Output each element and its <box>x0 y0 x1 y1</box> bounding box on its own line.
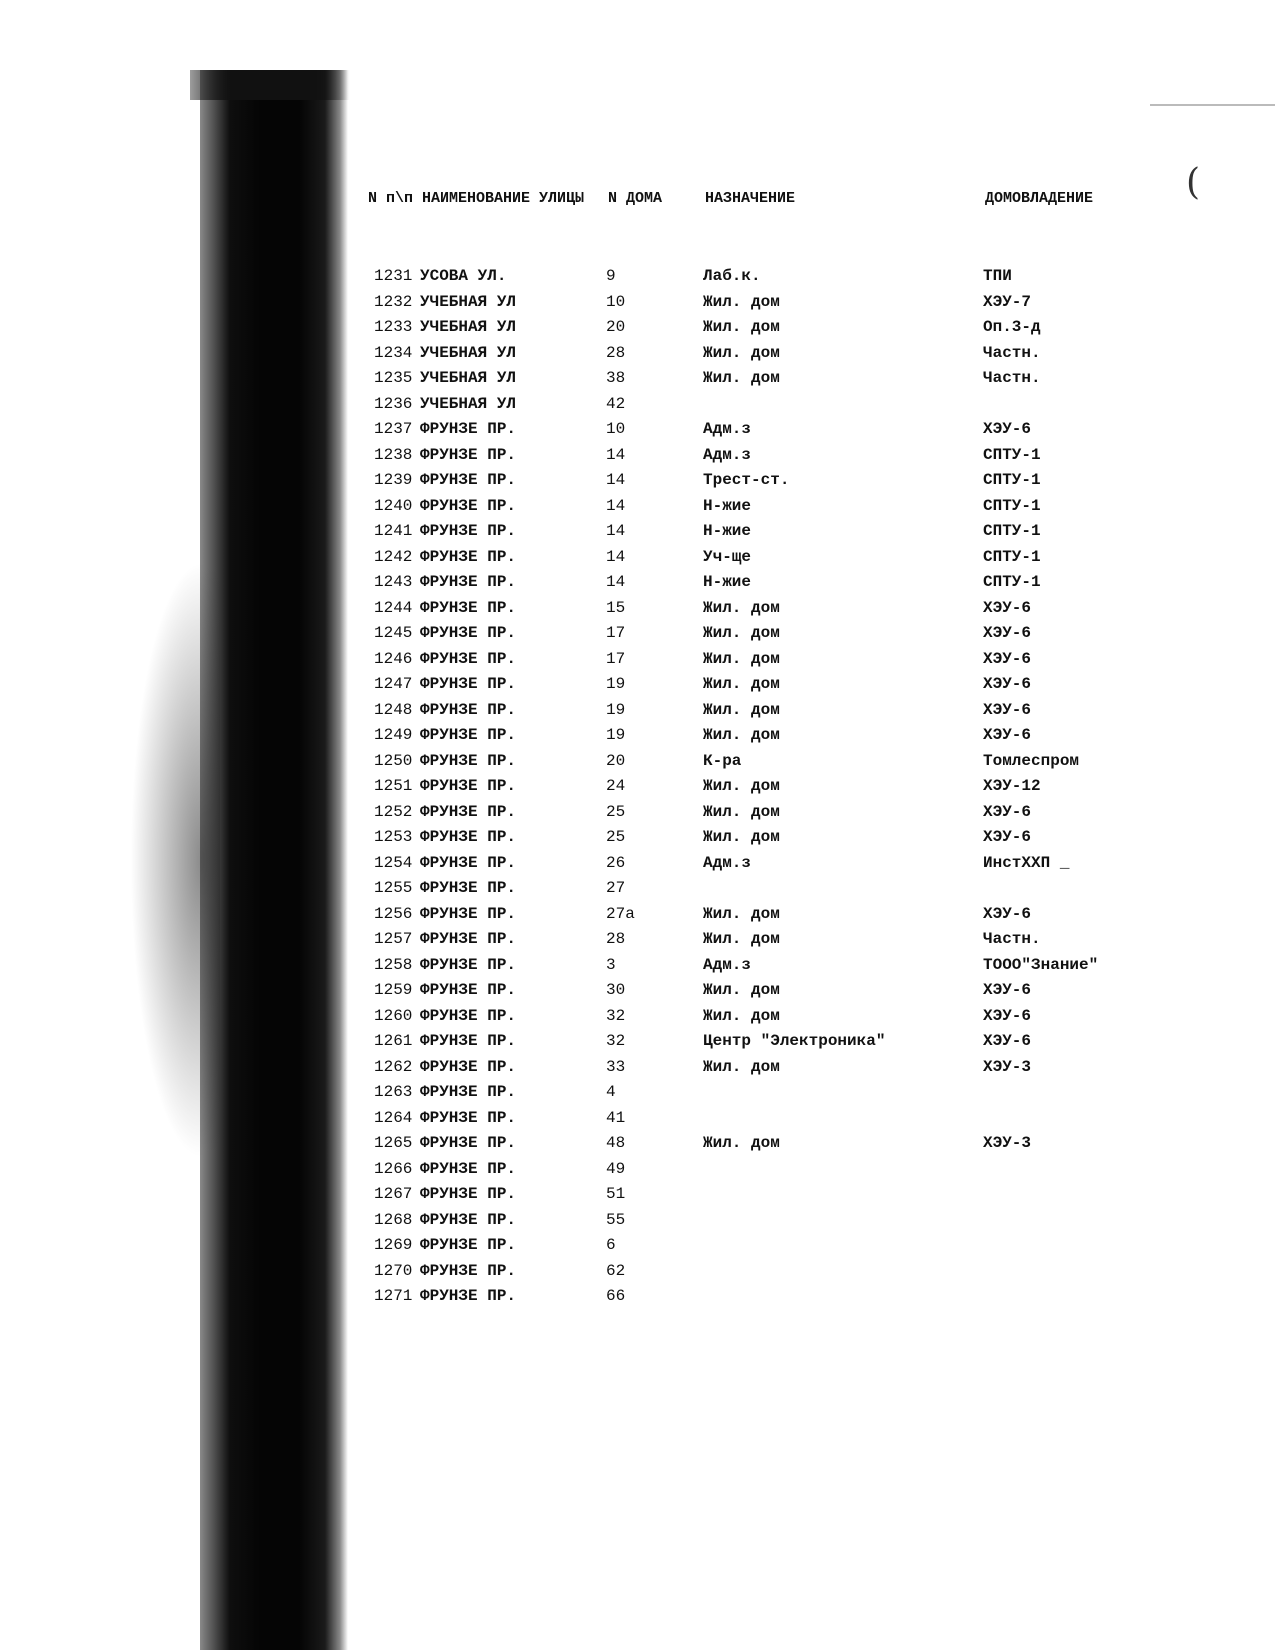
table-row <box>0 392 1275 418</box>
cell-num: 1254 <box>374 853 413 872</box>
cell-purpose: Жил. дом <box>703 1057 780 1076</box>
cell-purpose: Жил. дом <box>703 828 780 846</box>
table-row <box>0 1004 1275 1030</box>
cell-owner: Частн. <box>983 369 1041 387</box>
table-row <box>0 341 1275 367</box>
cell-street: ФРУНЗЕ ПР. <box>420 1210 517 1229</box>
cell-street: ФРУНЗЕ ПР. <box>420 726 517 744</box>
table-row <box>0 774 1275 800</box>
header-house: N ДОМА <box>608 190 663 207</box>
cell-street: УЧЕБНАЯ УЛ <box>420 369 517 387</box>
cell-owner: ХЭУ-6 <box>983 1006 1032 1025</box>
cell-purpose: Жил. дом <box>703 624 780 642</box>
cell-purpose: К-ра <box>703 751 742 770</box>
table-row <box>0 723 1275 749</box>
cell-num: 1264 <box>374 1108 413 1127</box>
cell-owner: СПТУ-1 <box>983 445 1041 464</box>
table-row <box>0 1106 1275 1132</box>
cell-house: 10 <box>606 292 626 311</box>
table-row <box>0 1182 1275 1208</box>
cell-house: 41 <box>606 1108 626 1127</box>
cell-purpose: Жил. дом <box>703 369 780 387</box>
cell-owner: ХЭУ-6 <box>983 1032 1032 1050</box>
cell-num: 1245 <box>374 624 413 642</box>
cell-num: 1267 <box>374 1185 413 1203</box>
header-num: N п\п <box>368 190 414 207</box>
cell-house: 32 <box>606 1006 626 1025</box>
cell-purpose: Жил. дом <box>703 726 780 744</box>
cell-house: 20 <box>606 318 626 336</box>
table-row <box>0 1055 1275 1081</box>
table-row <box>0 978 1275 1004</box>
cell-num: 1260 <box>374 1006 413 1025</box>
cell-purpose: Жил. дом <box>703 343 780 362</box>
cell-purpose: Лаб.к. <box>703 267 761 285</box>
cell-street: ФРУНЗЕ ПР. <box>420 930 517 948</box>
cell-num: 1234 <box>374 343 413 362</box>
cell-owner: Частн. <box>983 343 1041 362</box>
cell-purpose: Центр "Электроника" <box>703 1032 886 1050</box>
cell-owner: ХЭУ-6 <box>983 420 1032 438</box>
table-row <box>0 290 1275 316</box>
cell-owner: ХЭУ-6 <box>983 598 1032 617</box>
cell-owner: ХЭУ-6 <box>983 675 1032 693</box>
cell-purpose: Жил. дом <box>703 700 780 719</box>
cell-street: ФРУНЗЕ ПР. <box>420 624 517 642</box>
cell-house: 14 <box>606 522 626 540</box>
cell-house: 66 <box>606 1287 626 1305</box>
cell-owner: ТООО"Знание" <box>983 955 1099 974</box>
cell-street: УСОВА УЛ. <box>420 267 507 285</box>
table-row <box>0 417 1275 443</box>
cell-street: УЧЕБНАЯ УЛ <box>420 343 517 362</box>
table-row <box>0 1233 1275 1259</box>
cell-street: ФРУНЗЕ ПР. <box>420 420 517 438</box>
cell-street: УЧЕБНАЯ УЛ <box>420 318 517 336</box>
cell-house: 20 <box>606 751 626 770</box>
cell-house: 28 <box>606 930 626 948</box>
cell-num: 1252 <box>374 802 413 821</box>
cell-owner: ХЭУ-6 <box>983 904 1032 923</box>
cell-house: 25 <box>606 828 626 846</box>
cell-house: 42 <box>606 394 626 413</box>
table-row <box>0 264 1275 290</box>
cell-num: 1262 <box>374 1057 413 1076</box>
table-row <box>0 443 1275 469</box>
table-body <box>0 264 1275 1310</box>
cell-owner: ТПИ <box>983 267 1012 285</box>
cell-street: ФРУНЗЕ ПР. <box>420 1006 517 1025</box>
cell-purpose: Жил. дом <box>703 981 780 999</box>
cell-owner: ХЭУ-7 <box>983 292 1032 311</box>
cell-purpose: Н-жие <box>703 496 752 515</box>
cell-owner: ИнстХХП _ <box>983 853 1070 872</box>
cell-house: 15 <box>606 598 626 617</box>
cell-street: ФРУНЗЕ ПР. <box>420 649 517 668</box>
cell-street: ФРУНЗЕ ПР. <box>420 981 517 999</box>
cell-num: 1240 <box>374 496 413 515</box>
cell-purpose: Жил. дом <box>703 598 780 617</box>
cell-house: 19 <box>606 726 626 744</box>
cell-num: 1253 <box>374 828 413 846</box>
cell-purpose: Жил. дом <box>703 318 780 336</box>
cell-num: 1244 <box>374 598 413 617</box>
cell-street: УЧЕБНАЯ УЛ <box>420 394 517 413</box>
cell-owner: СПТУ-1 <box>983 471 1041 489</box>
cell-num: 1263 <box>374 1083 413 1101</box>
table-row <box>0 800 1275 826</box>
cell-house: 3 <box>606 955 616 974</box>
table-row <box>0 1284 1275 1310</box>
cell-house: 17 <box>606 649 626 668</box>
table-row <box>0 902 1275 928</box>
cell-house: 19 <box>606 675 626 693</box>
table-row <box>0 570 1275 596</box>
cell-street: ФРУНЗЕ ПР. <box>420 573 517 591</box>
cell-purpose: Жил. дом <box>703 930 780 948</box>
table-row <box>0 749 1275 775</box>
cell-house: 14 <box>606 445 626 464</box>
cell-owner: ХЭУ-6 <box>983 981 1032 999</box>
cell-owner: СПТУ-1 <box>983 573 1041 591</box>
cell-num: 1239 <box>374 471 413 489</box>
cell-house: 28 <box>606 343 626 362</box>
cell-street: ФРУНЗЕ ПР. <box>420 471 517 489</box>
cell-owner: ХЭУ-6 <box>983 726 1032 744</box>
cell-house: 33 <box>606 1057 626 1076</box>
cell-purpose: Адм.з <box>703 853 752 872</box>
cell-house: 17 <box>606 624 626 642</box>
table-row <box>0 927 1275 953</box>
table-row <box>0 545 1275 571</box>
header-purpose: НАЗНАЧЕНИЕ <box>705 190 796 207</box>
cell-house: 9 <box>606 267 616 285</box>
cell-num: 1237 <box>374 420 413 438</box>
cell-street: УЧЕБНАЯ УЛ <box>420 292 517 311</box>
cell-house: 62 <box>606 1261 626 1280</box>
cell-house: 24 <box>606 777 626 795</box>
cell-purpose: Уч-ще <box>703 547 752 566</box>
table-row <box>0 621 1275 647</box>
cell-num: 1235 <box>374 369 413 387</box>
cell-num: 1247 <box>374 675 413 693</box>
cell-house: 14 <box>606 471 626 489</box>
cell-num: 1258 <box>374 955 413 974</box>
cell-num: 1270 <box>374 1261 413 1280</box>
cell-owner: Томлеспром <box>983 751 1080 770</box>
cell-street: ФРУНЗЕ ПР. <box>420 904 517 923</box>
cell-house: 48 <box>606 1134 626 1152</box>
cell-owner: ХЭУ-6 <box>983 802 1032 821</box>
cell-owner: СПТУ-1 <box>983 547 1041 566</box>
cell-house: 25 <box>606 802 626 821</box>
cell-num: 1231 <box>374 267 413 285</box>
table-header <box>0 190 1275 212</box>
table-row <box>0 596 1275 622</box>
cell-num: 1236 <box>374 394 413 413</box>
table-row <box>0 1157 1275 1183</box>
cell-street: ФРУНЗЕ ПР. <box>420 1159 517 1178</box>
cell-num: 1261 <box>374 1032 413 1050</box>
cell-house: 27а <box>606 904 635 923</box>
cell-owner: ХЭУ-3 <box>983 1134 1032 1152</box>
cell-num: 1232 <box>374 292 413 311</box>
cell-street: ФРУНЗЕ ПР. <box>420 955 517 974</box>
cell-purpose: Адм.з <box>703 420 752 438</box>
cell-street: ФРУНЗЕ ПР. <box>420 445 517 464</box>
cell-purpose: Адм.з <box>703 955 752 974</box>
cell-house: 6 <box>606 1236 616 1254</box>
table-row <box>0 698 1275 724</box>
cell-num: 1241 <box>374 522 413 540</box>
cell-street: ФРУНЗЕ ПР. <box>420 1032 517 1050</box>
cell-purpose: Жил. дом <box>703 649 780 668</box>
table-row <box>0 953 1275 979</box>
cell-purpose: Н-жие <box>703 522 752 540</box>
table-row <box>0 519 1275 545</box>
cell-house: 10 <box>606 420 626 438</box>
cell-num: 1250 <box>374 751 413 770</box>
cell-house: 14 <box>606 547 626 566</box>
scan-top-band <box>190 70 350 100</box>
cell-num: 1269 <box>374 1236 413 1254</box>
cell-owner: ХЭУ-6 <box>983 649 1032 668</box>
cell-num: 1249 <box>374 726 413 744</box>
table-row <box>0 825 1275 851</box>
cell-street: ФРУНЗЕ ПР. <box>420 802 517 821</box>
cell-owner: Частн. <box>983 930 1041 948</box>
cell-street: ФРУНЗЕ ПР. <box>420 1108 517 1127</box>
table-row <box>0 1259 1275 1285</box>
cell-owner: ХЭУ-6 <box>983 624 1032 642</box>
cell-owner: СПТУ-1 <box>983 522 1041 540</box>
cell-owner: СПТУ-1 <box>983 496 1041 515</box>
cell-house: 32 <box>606 1032 626 1050</box>
cell-street: ФРУНЗЕ ПР. <box>420 879 517 897</box>
cell-purpose: Жил. дом <box>703 904 780 923</box>
cell-owner: ХЭУ-12 <box>983 777 1041 795</box>
cell-num: 1243 <box>374 573 413 591</box>
cell-purpose: Н-жие <box>703 573 752 591</box>
cell-num: 1248 <box>374 700 413 719</box>
cell-street: ФРУНЗЕ ПР. <box>420 1134 517 1152</box>
cell-num: 1259 <box>374 981 413 999</box>
cell-num: 1257 <box>374 930 413 948</box>
cell-num: 1265 <box>374 1134 413 1152</box>
cell-street: ФРУНЗЕ ПР. <box>420 1185 517 1203</box>
cell-purpose: Жил. дом <box>703 777 780 795</box>
table-row <box>0 1208 1275 1234</box>
cell-street: ФРУНЗЕ ПР. <box>420 751 517 770</box>
table-row <box>0 366 1275 392</box>
cell-owner: ХЭУ-6 <box>983 700 1032 719</box>
cell-house: 26 <box>606 853 626 872</box>
cell-num: 1233 <box>374 318 413 336</box>
cell-street: ФРУНЗЕ ПР. <box>420 700 517 719</box>
cell-street: ФРУНЗЕ ПР. <box>420 522 517 540</box>
cell-num: 1255 <box>374 879 413 897</box>
cell-num: 1271 <box>374 1287 413 1305</box>
cell-street: ФРУНЗЕ ПР. <box>420 1261 517 1280</box>
cell-house: 38 <box>606 369 626 387</box>
cell-street: ФРУНЗЕ ПР. <box>420 496 517 515</box>
cell-owner: ХЭУ-6 <box>983 828 1032 846</box>
cell-street: ФРУНЗЕ ПР. <box>420 777 517 795</box>
cell-house: 30 <box>606 981 626 999</box>
cell-street: ФРУНЗЕ ПР. <box>420 1057 517 1076</box>
cell-num: 1246 <box>374 649 413 668</box>
table-row <box>0 672 1275 698</box>
cell-purpose: Жил. дом <box>703 675 780 693</box>
cell-num: 1242 <box>374 547 413 566</box>
cell-street: ФРУНЗЕ ПР. <box>420 598 517 617</box>
cell-owner: Оп.3-д <box>983 318 1041 336</box>
cell-street: ФРУНЗЕ ПР. <box>420 1083 517 1101</box>
table-row <box>0 851 1275 877</box>
cell-house: 51 <box>606 1185 626 1203</box>
scan-top-right-line <box>1150 104 1275 106</box>
cell-owner: ХЭУ-3 <box>983 1057 1032 1076</box>
cell-street: ФРУНЗЕ ПР. <box>420 1287 517 1305</box>
cell-num: 1268 <box>374 1210 413 1229</box>
cell-num: 1251 <box>374 777 413 795</box>
cell-street: ФРУНЗЕ ПР. <box>420 853 517 872</box>
cell-purpose: Жил. дом <box>703 802 780 821</box>
table-row <box>0 1029 1275 1055</box>
cell-purpose: Жил. дом <box>703 1134 780 1152</box>
cell-purpose: Жил. дом <box>703 292 780 311</box>
cell-purpose: Трест-ст. <box>703 471 790 489</box>
cell-street: ФРУНЗЕ ПР. <box>420 547 517 566</box>
cell-num: 1256 <box>374 904 413 923</box>
table-row <box>0 647 1275 673</box>
cell-house: 49 <box>606 1159 626 1178</box>
cell-house: 55 <box>606 1210 626 1229</box>
table-row <box>0 876 1275 902</box>
cell-street: ФРУНЗЕ ПР. <box>420 828 517 846</box>
cell-house: 4 <box>606 1083 616 1101</box>
cell-house: 14 <box>606 496 626 515</box>
cell-street: ФРУНЗЕ ПР. <box>420 1236 517 1254</box>
header-street: НАИМЕНОВАНИЕ УЛИЦЫ <box>422 190 585 207</box>
cell-purpose: Жил. дом <box>703 1006 780 1025</box>
table-row <box>0 468 1275 494</box>
header-owner: ДОМОВЛАДЕНИЕ <box>985 190 1094 207</box>
cell-purpose: Адм.з <box>703 445 752 464</box>
table-row <box>0 315 1275 341</box>
cell-num: 1238 <box>374 445 413 464</box>
cell-num: 1266 <box>374 1159 413 1178</box>
cell-house: 27 <box>606 879 626 897</box>
cell-street: ФРУНЗЕ ПР. <box>420 675 517 693</box>
table-row <box>0 494 1275 520</box>
cell-house: 19 <box>606 700 626 719</box>
table-row <box>0 1131 1275 1157</box>
page-corner-mark: ( <box>1186 162 1201 203</box>
table-row <box>0 1080 1275 1106</box>
cell-house: 14 <box>606 573 626 591</box>
